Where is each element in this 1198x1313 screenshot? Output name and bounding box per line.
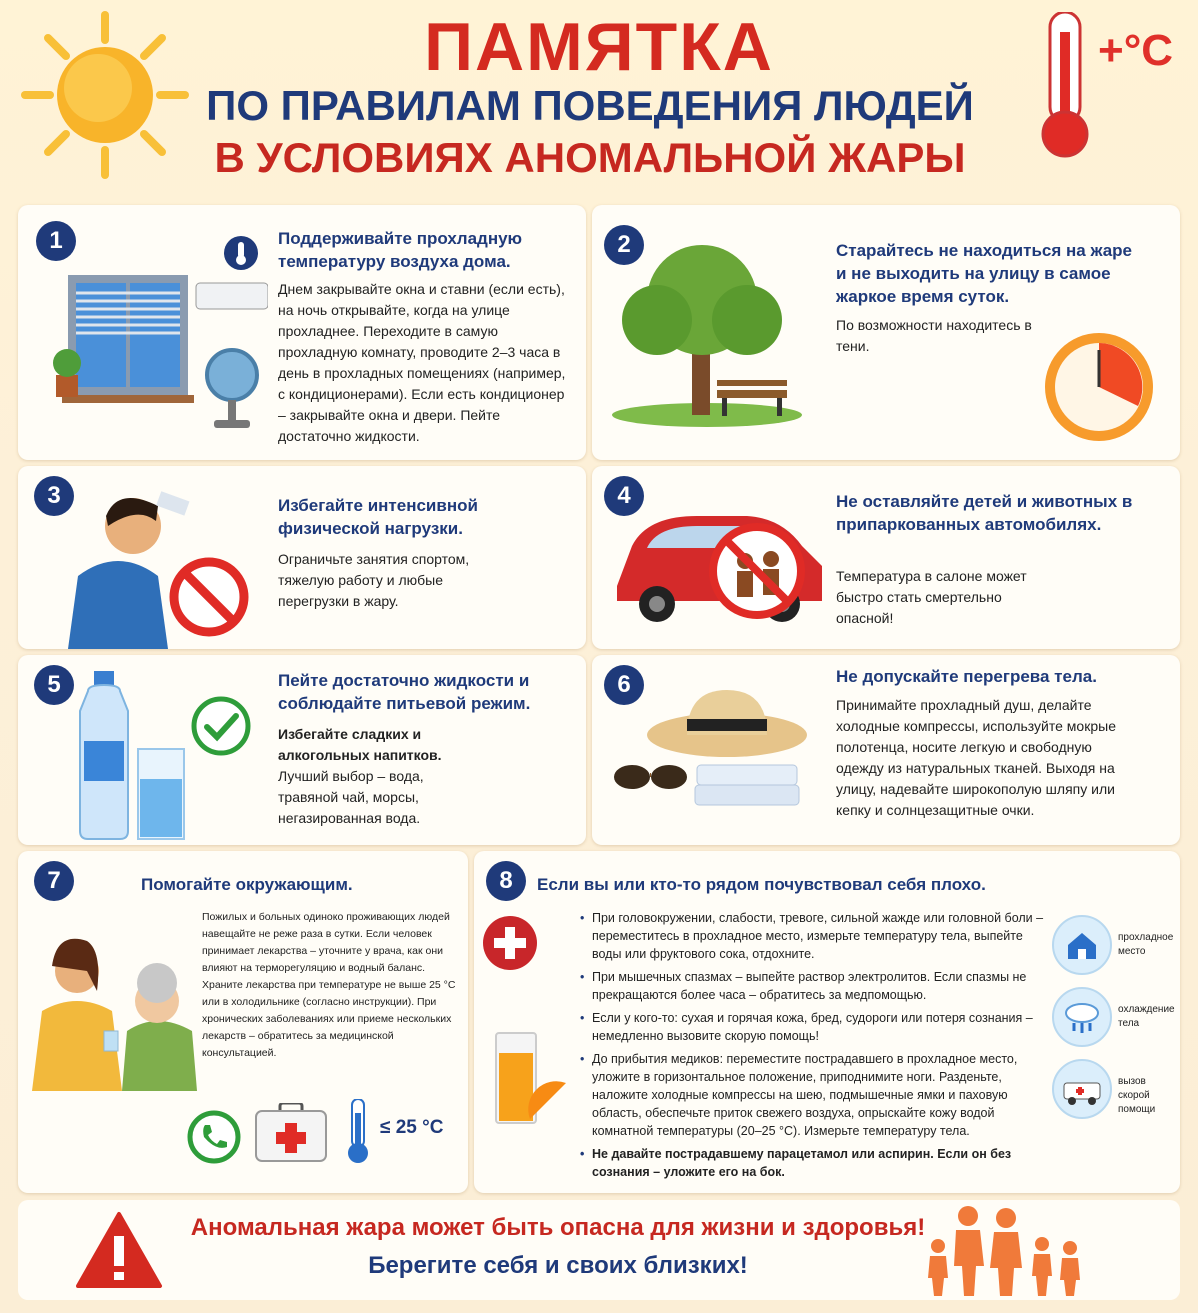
family-icon [928,1202,1088,1298]
temperature-label: +°C [1098,26,1174,75]
instructions-list [580,909,1050,1186]
phone-icon [186,1109,242,1165]
card-text-bold: Избегайте сладких и алкогольных напитков. [278,726,442,763]
juice-glass-orange-icon [490,1029,570,1129]
footer [18,1200,1180,1300]
caregiver-elderly-illustration [32,891,202,1091]
card-2 [592,205,1180,460]
water-bottle-glass-illustration [78,671,198,841]
ambulance-icon [1052,1059,1112,1119]
card-title: Избегайте интенсивной физической нагрузки. [278,496,478,538]
card-title: Не оставляйте детей и животных в припаркованных автомобилях. [836,492,1133,534]
list-item: • При головокружении, слабости, тревоге, сильной жажде или головной боли – переместитесь в прохладное место, измерьте температуру тела, выпейте воды или фруктового сока, отдохните. [580,909,1050,963]
clock-icon [1042,330,1157,445]
red-cross-icon [482,915,538,971]
checkmark-icon [190,695,252,757]
card-title: Старайтесь не находиться на жаре и не выходить на улицу в самое жаркое время суток. [836,241,1133,306]
card-title: Поддерживайте прохладную температуру воздуха дома. [278,229,523,271]
card-title: Помогайте окружающим. [141,875,353,894]
card-title: Если вы или кто-то рядом почувствовал себя плохо. [537,875,986,894]
card-text: Лучший выбор – вода, травяной чай, морсы, негазированная вода. [278,768,424,826]
side-label: вызов скорой помощи [1118,1076,1156,1115]
card-text: Принимайте прохладный душ, делайте холодные компрессы, используйте мокрые полотенца, носите легкую и свободную одежду из натуральных тканей. Выходя на улицу, надевайте широкополую шляпу или кепку и солнцезащитные очки. [836,697,1116,818]
card-text: Пожилых и больных одиноко проживающих людей навещайте не реже раза в сутки. Если человек принимает лекарства – уточните у врача, как они влияют на терморегуляцию и водный баланс. Храните лекарства при температуре не выше 25 °C или в холодильнике (согласно инструкции). При хронических заболеваниях или приеме нескольких лекарств – обратитесь за медицинской консультацией. [202,911,456,1059]
card-number: 3 [34,476,74,516]
card-7 [18,851,468,1193]
card-text: Ограничьте занятия спортом, тяжелую работу и любые перегрузки в жару. [278,551,470,609]
card-5 [18,655,586,845]
tree-bench-illustration [607,235,832,430]
cooling-icon [1052,987,1112,1047]
card-number: 5 [34,665,74,705]
page-title: ПАМЯТКА [424,9,774,85]
card-4 [592,466,1180,649]
list-item: • При мышечных спазмах – выпейте раствор электролитов. Если спазмы не прекращаются более часа – обратитесь за медпомощью. [580,968,1050,1004]
card-number: 8 [486,861,526,901]
card-text: Днем закрывайте окна и ставни (если есть), на ночь открывайте, когда на улице прохладнее. Переходите в самую прохладную комнату, проводите 2–3 часа в день в прохладных помещениях (например, с кондиционерами). Если есть кондиционер – закрывайте окна и двери. Пейте достаточно жидкости. [278,281,566,444]
hat-sunglasses-towel-illustration [607,685,807,825]
list-item: • Если у кого-то: сухая и горячая кожа, бред, судороги или потеря сознания – немедленно вызовите скорую помощь! [580,1009,1050,1045]
page-subtitle-1: ПО ПРАВИЛАМ ПОВЕДЕНИЯ ЛЮДЕЙ [206,82,974,129]
footer-warning: Аномальная жара может быть опасна для жизни и здоровья! [190,1214,926,1241]
list-item: • Не давайте пострадавшему парацетамол или аспирин. Если он без сознания – уложите его на бок. [580,1145,1050,1181]
card-number: 1 [36,221,76,261]
window-ac-fan-illustration [38,245,268,440]
thermometer-fan-icon [223,235,259,271]
page-subtitle-2: В УСЛОВИЯХ АНОМАЛЬНОЙ ЖАРЫ [214,134,966,181]
no-children-pets-icon [707,521,807,621]
card-number: 4 [604,476,644,516]
card-number: 2 [604,225,644,265]
list-item: • До прибытия медиков: переместите пострадавшего в прохладное место, уложите в горизонтальное положение, приподнимите ноги. Разденьте, наложите холодные компрессы на шею, подмышечные ямки и паховую область, обеспечьте приток свежего воздуха, опрыскайте кожу водой комнатной температуры (20–25 °C). Измерьте температуру тела. [580,1050,1050,1140]
card-6 [592,655,1180,845]
card-title: Пейте достаточно жидкости и соблюдайте питьевой режим. [278,671,531,713]
card-number: 7 [34,861,74,901]
prohibited-icon [168,556,250,638]
side-label: охлаждение тела [1118,1004,1175,1029]
house-icon [1052,915,1112,975]
card-number: 6 [604,665,644,705]
card-8 [474,851,1180,1193]
temperature-note: ≤ 25 °C [380,1117,444,1138]
side-label: прохладное место [1118,932,1174,957]
footer-message: Берегите себя и своих близких! [368,1252,748,1279]
thermometer-icon [343,1099,373,1165]
card-text: По возможности находитесь в тени. [836,317,1032,354]
first-aid-kit-icon [254,1103,328,1163]
card-3 [18,466,586,649]
card-title: Не допускайте перегрева тела. [836,667,1097,686]
card-text: Температура в салоне может быстро стать смертельно опасной! [836,568,1027,626]
header [0,0,1198,195]
card-1 [18,205,586,460]
